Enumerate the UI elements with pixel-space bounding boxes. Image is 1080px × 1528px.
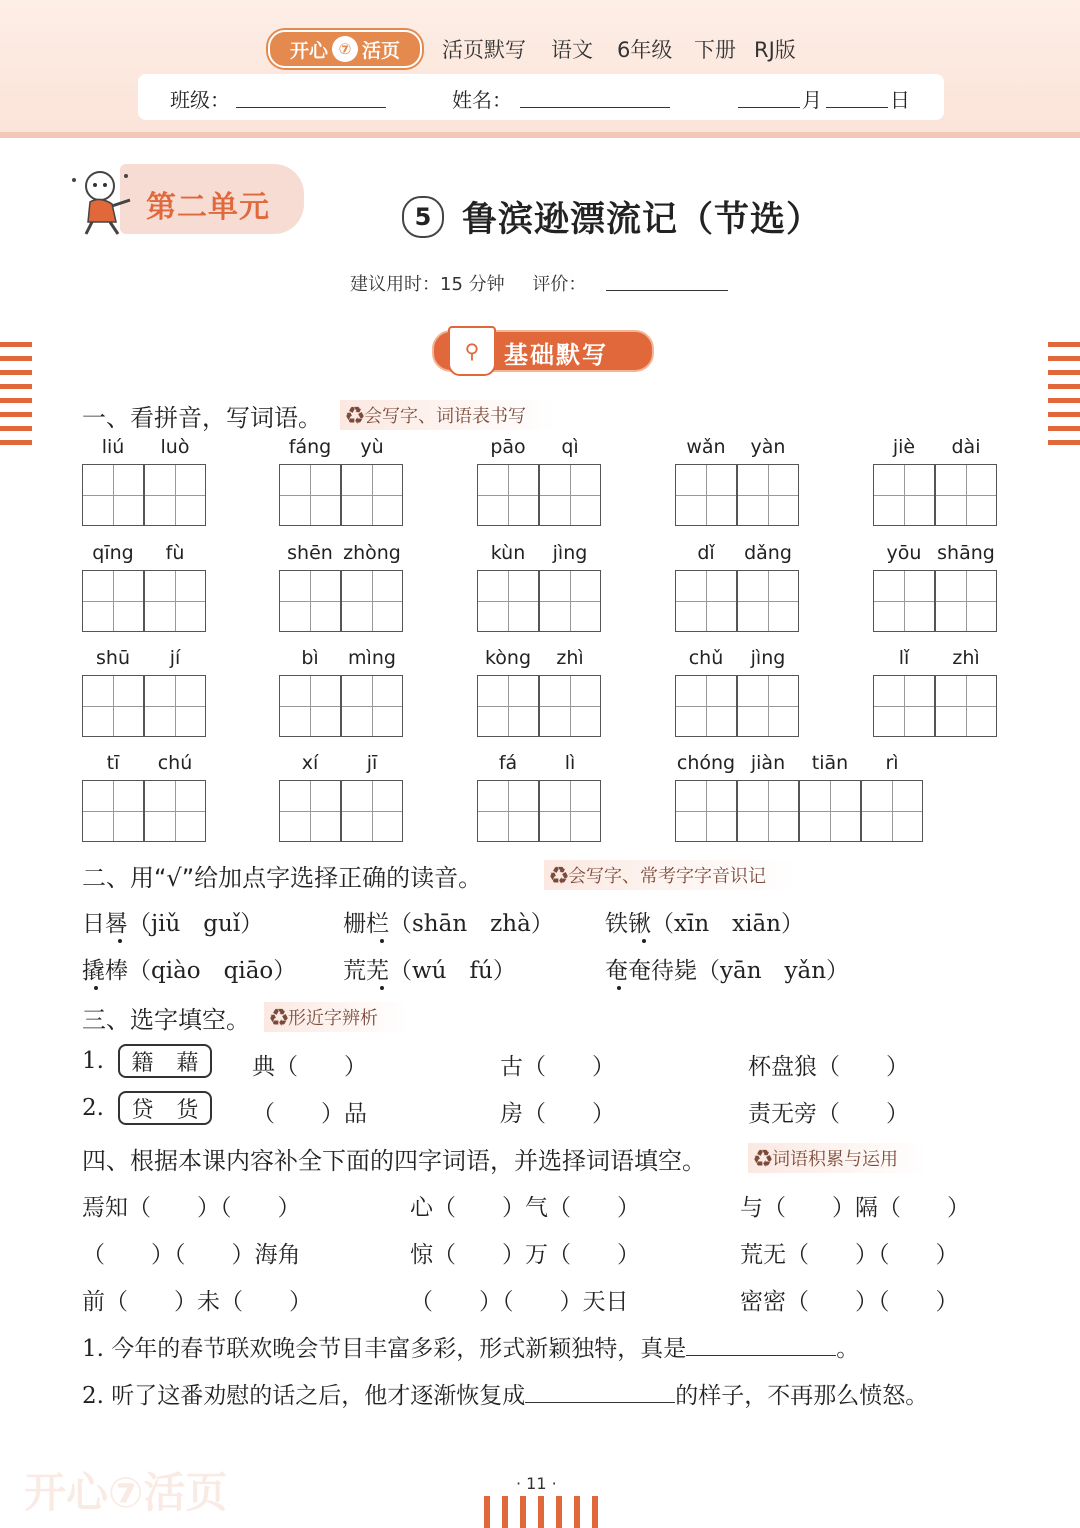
pinyin-label: jìng — [750, 647, 786, 669]
q3-choice: 藉 — [176, 1050, 199, 1076]
page-number: · 11 · — [516, 1474, 557, 1493]
pinyin-label: luò — [160, 436, 190, 458]
q4-idiom[interactable]: 荒无（ ）（ ） — [740, 1242, 959, 1268]
emphasis-dot — [94, 986, 98, 990]
tianzige-writing-box[interactable] — [539, 464, 601, 526]
series-label: 活页默写 — [442, 38, 526, 62]
q4-tag: ♻词语积累与运用 — [748, 1143, 928, 1173]
tianzige-writing-box[interactable] — [873, 570, 935, 632]
class-label: 班级： — [170, 88, 230, 112]
name-label: 姓名： — [452, 88, 512, 112]
pinyin-label: zhì — [556, 647, 584, 669]
day-field[interactable] — [826, 107, 888, 108]
q3-row-number: 2. — [82, 1095, 104, 1121]
pinyin-label: shēn — [287, 542, 333, 564]
tianzige-writing-box[interactable] — [82, 570, 144, 632]
time-line — [350, 270, 586, 296]
tianzige-writing-box[interactable] — [675, 570, 737, 632]
q2-item[interactable]: 铁锹（xīn xiān） — [605, 911, 804, 937]
pinyin-label: liú — [101, 436, 125, 458]
tianzige-writing-box[interactable] — [737, 780, 799, 842]
emphasis-dot — [617, 986, 621, 990]
q4-idiom[interactable]: （ ）（ ）海角 — [82, 1242, 301, 1268]
subject-label: 语文 — [551, 38, 593, 62]
tianzige-writing-box[interactable] — [279, 570, 341, 632]
q4-idiom[interactable]: 惊（ ）万（ ） — [410, 1242, 640, 1268]
tianzige-writing-box[interactable] — [477, 570, 539, 632]
month-label: 月 — [802, 88, 822, 112]
tianzige-writing-box[interactable] — [477, 675, 539, 737]
pinyin-label: tī — [106, 752, 120, 774]
eval-field[interactable] — [606, 290, 728, 291]
q3-blank[interactable]: 古（ ） — [500, 1054, 615, 1080]
lesson-number: 5 — [402, 196, 444, 238]
tianzige-writing-box[interactable] — [737, 570, 799, 632]
q2-tag: ♻会写字、常考字字音识记 — [544, 860, 796, 890]
tianzige-writing-box[interactable] — [279, 780, 341, 842]
pinyin-label: qīng — [92, 542, 134, 564]
tianzige-writing-box[interactable] — [737, 464, 799, 526]
q3-blank[interactable]: （ ）品 — [252, 1101, 367, 1127]
emphasis-dot — [380, 939, 384, 943]
tianzige-writing-box[interactable] — [82, 464, 144, 526]
pinyin-label: shū — [96, 647, 130, 669]
q3-blank[interactable]: 典（ ） — [252, 1054, 367, 1080]
q3-blank[interactable]: 责无旁（ ） — [748, 1101, 909, 1127]
pinyin-label: chǔ — [688, 647, 724, 669]
pinyin-label: lǐ — [898, 647, 910, 669]
tianzige-writing-box[interactable] — [341, 780, 403, 842]
tianzige-writing-box[interactable] — [873, 675, 935, 737]
pinyin-label: xí — [301, 752, 319, 774]
pinyin-label: dǐ — [697, 542, 715, 564]
q4-idiom[interactable]: 密密（ ）（ ） — [740, 1289, 959, 1315]
month-field[interactable] — [738, 107, 800, 108]
q4-idiom[interactable]: 与（ ）隔（ ） — [740, 1195, 970, 1221]
tianzige-writing-box[interactable] — [675, 675, 737, 737]
mascot-icon — [66, 166, 136, 238]
q3-heading: 三、选字填空。 — [82, 1006, 250, 1034]
suggested-time: 建议用时：15 分钟 — [350, 274, 505, 295]
brand-mid-icon: ⑦ — [332, 36, 358, 62]
class-field[interactable] — [236, 107, 386, 108]
tianzige-writing-box[interactable] — [873, 464, 935, 526]
pinyin-label: qì — [561, 436, 579, 458]
header-edge — [0, 132, 1080, 138]
tianzige-writing-box[interactable] — [341, 675, 403, 737]
brand-logo — [268, 30, 422, 68]
eval-label: 评价： — [532, 274, 587, 295]
pinyin-label: jiàn — [750, 752, 786, 774]
q1-tag: ♻会写字、词语表书写 — [340, 400, 556, 430]
name-field[interactable] — [520, 107, 670, 108]
q1-heading: 一、看拼音，写词语。 — [82, 404, 322, 432]
q4-heading: 四、根据本课内容补全下面的四字词语，并选择词语填空。 — [82, 1147, 706, 1175]
q3-choice: 贷 — [131, 1097, 154, 1123]
q4-idiom[interactable]: 前（ ）未（ ） — [82, 1289, 312, 1315]
tianzige-writing-box[interactable] — [341, 570, 403, 632]
tianzige-writing-box[interactable] — [861, 780, 923, 842]
sentence-blank[interactable] — [525, 1382, 675, 1403]
pinyin-label: lì — [564, 752, 576, 774]
pinyin-label: zhì — [952, 647, 980, 669]
sentence-text: 1. 今年的春节联欢晚会节目丰富多彩，形式新颖独特，真是 — [82, 1336, 687, 1362]
tianzige-writing-box[interactable] — [935, 464, 997, 526]
pinyin-label: bì — [301, 647, 319, 669]
q2-item[interactable]: 奄奄待毙（yān yǎn） — [605, 958, 850, 984]
sentence-text: 2. 听了这番劝慰的话之后，他才逐渐恢复成 — [82, 1383, 526, 1409]
tianzige-writing-box[interactable] — [539, 780, 601, 842]
q3-row-number: 1. — [82, 1048, 104, 1074]
right-side-stripes — [1048, 342, 1080, 445]
q4-idiom[interactable]: 心（ ）气（ ） — [410, 1195, 640, 1221]
sentence-blank[interactable] — [686, 1335, 836, 1356]
q2-item[interactable]: 撬棒（qiào qiāo） — [82, 958, 297, 984]
pinyin-label: kùn — [490, 542, 526, 564]
footer-watermark-logo: 开心⑦活页 — [24, 1468, 228, 1517]
tianzige-writing-box[interactable] — [82, 780, 144, 842]
unit-title: 第二单元 — [146, 190, 270, 225]
pinyin-label: fá — [498, 752, 518, 774]
q3-blank[interactable]: 杯盘狼（ ） — [748, 1054, 909, 1080]
search-icon: ⚲ — [448, 326, 496, 376]
tianzige-writing-box[interactable] — [539, 675, 601, 737]
q3-choice-box — [118, 1091, 212, 1125]
q3-choice: 货 — [176, 1097, 199, 1123]
pinyin-label: mìng — [348, 647, 396, 669]
pinyin-label: wǎn — [686, 436, 726, 458]
tianzige-writing-box[interactable] — [675, 780, 737, 842]
tianzige-writing-box[interactable] — [144, 780, 206, 842]
pinyin-label: rì — [885, 752, 899, 774]
q2-heading: 二、用“√”给加点字选择正确的读音。 — [82, 864, 483, 892]
tianzige-writing-box[interactable] — [675, 464, 737, 526]
sentence-end: 的样子，不再那么愤怒。 — [675, 1383, 929, 1409]
pinyin-label: pāo — [490, 436, 526, 458]
pinyin-label: dǎng — [744, 542, 792, 564]
brand-right: 活页 — [362, 39, 401, 62]
pinyin-label: shāng — [937, 542, 995, 564]
left-side-stripes — [0, 342, 32, 445]
pinyin-label: jiè — [892, 436, 916, 458]
day-label: 日 — [890, 88, 910, 112]
tianzige-writing-box[interactable] — [539, 570, 601, 632]
q4-idiom[interactable]: （ ）（ ）天日 — [410, 1289, 629, 1315]
q3-choice: 籍 — [131, 1050, 154, 1076]
grade-label: 6年级 — [617, 38, 673, 62]
pinyin-label: jìng — [552, 542, 588, 564]
pinyin-label: kòng — [484, 647, 532, 669]
q4-sentence-1 — [82, 1330, 859, 1363]
tianzige-writing-box[interactable] — [799, 780, 861, 842]
q4-idiom[interactable]: 焉知（ ）（ ） — [82, 1195, 301, 1221]
pinyin-label: jī — [366, 752, 378, 774]
tianzige-writing-box[interactable] — [144, 464, 206, 526]
q3-blank[interactable]: 房（ ） — [500, 1101, 615, 1127]
pinyin-label: fù — [165, 542, 185, 564]
tianzige-writing-box[interactable] — [279, 675, 341, 737]
pinyin-label: yù — [360, 436, 384, 458]
q3-tag: ♻形近字辨析 — [264, 1002, 408, 1032]
emphasis-dot — [118, 939, 122, 943]
pinyin-label: yōu — [886, 542, 922, 564]
sentence-end: 。 — [836, 1336, 860, 1362]
tianzige-writing-box[interactable] — [144, 675, 206, 737]
q3-choice-box — [118, 1044, 212, 1078]
edition-label: RJ版 — [754, 38, 796, 62]
brand-left: 开心 — [289, 39, 328, 62]
q4-sentence-2 — [82, 1377, 928, 1410]
tianzige-writing-box[interactable] — [279, 464, 341, 526]
pinyin-label: yàn — [750, 436, 786, 458]
tianzige-writing-box[interactable] — [477, 780, 539, 842]
tianzige-writing-box[interactable] — [144, 570, 206, 632]
emphasis-dot — [380, 986, 384, 990]
pinyin-label: chóng — [676, 752, 736, 774]
tianzige-writing-box[interactable] — [341, 464, 403, 526]
lesson-title: 鲁滨逊漂流记（节选） — [462, 200, 823, 240]
student-info-bar — [138, 74, 944, 120]
section-title: 基础默写 — [504, 341, 608, 369]
q2-item[interactable]: 栅栏（shān zhà） — [343, 911, 554, 937]
q2-item[interactable]: 荒芜（wú fú） — [343, 958, 516, 984]
pinyin-label: dài — [951, 436, 981, 458]
pinyin-label: jí — [169, 647, 181, 669]
tianzige-writing-box[interactable] — [935, 675, 997, 737]
tianzige-writing-box[interactable] — [737, 675, 799, 737]
pinyin-label: fáng — [288, 436, 332, 458]
q2-item[interactable]: 日晷（jiǔ guǐ） — [82, 911, 264, 937]
pinyin-label: tiān — [811, 752, 849, 774]
emphasis-dot — [642, 939, 646, 943]
tianzige-writing-box[interactable] — [82, 675, 144, 737]
tianzige-writing-box[interactable] — [935, 570, 997, 632]
volume-label: 下册 — [694, 38, 736, 62]
pinyin-label: zhòng — [343, 542, 401, 564]
tianzige-writing-box[interactable] — [477, 464, 539, 526]
pinyin-label: chú — [157, 752, 193, 774]
